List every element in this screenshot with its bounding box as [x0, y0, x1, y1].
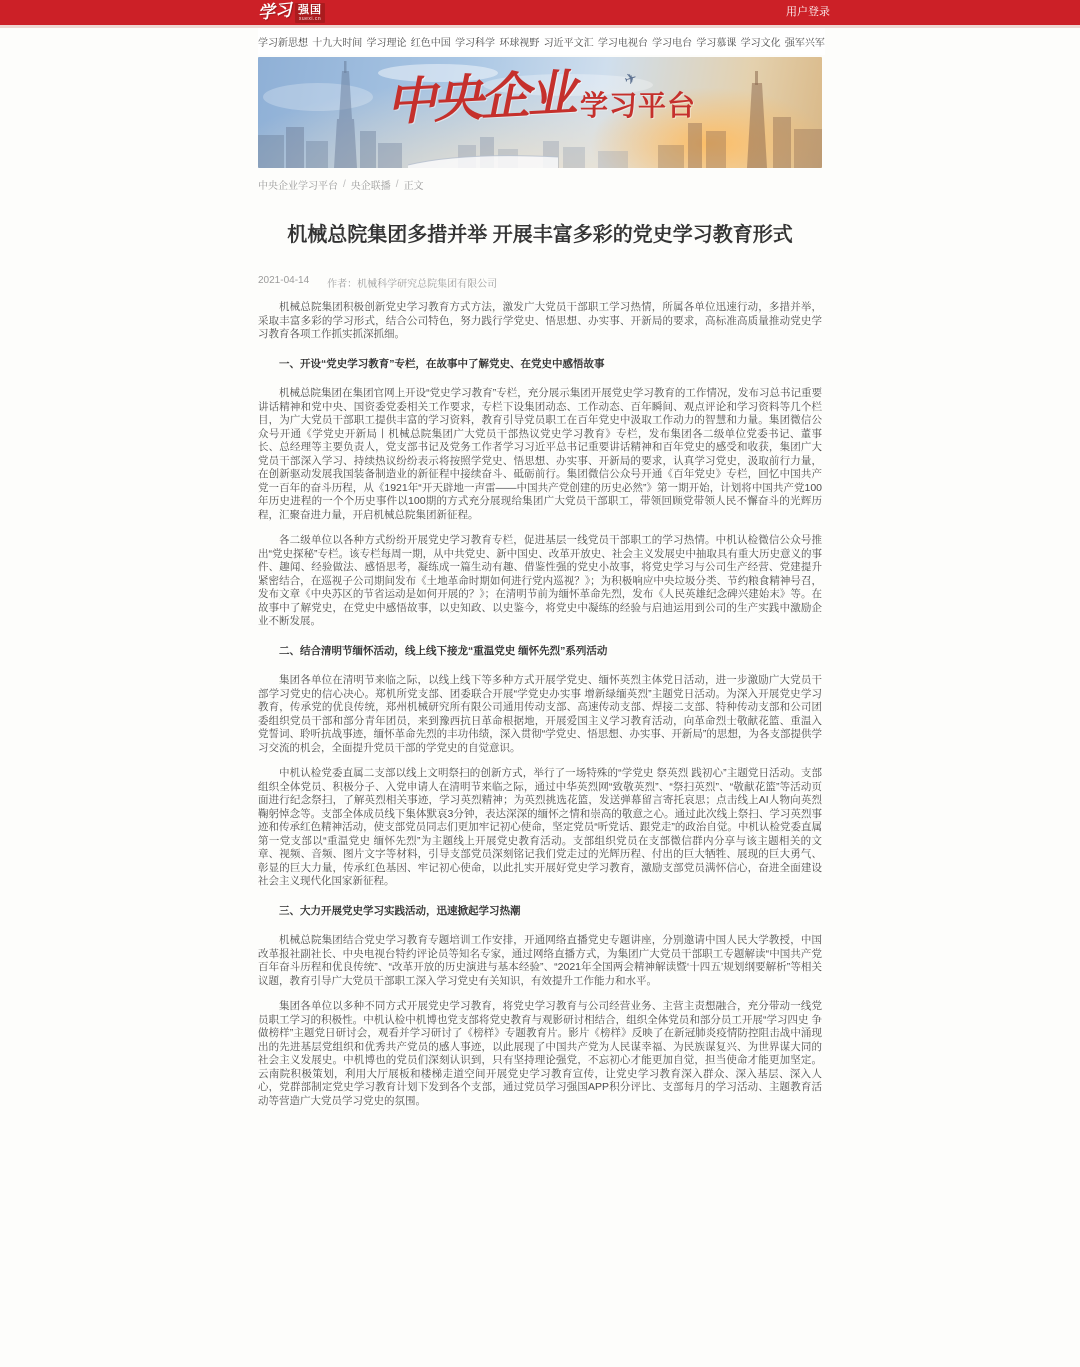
top-bar [0, 0, 1080, 28]
article-paragraph: 集团各单位以多种不同方式开展党史学习教育，将党史学习教育与公司经营业务、主营主责想融合，充分带动一线党员职工学习的积极性。中机认检中机博也党支部将党史教育与观影研讨相结合，组织全体党员和部分员工开展“学习四史 争做榜样”主题党日研讨会，观看并学习研讨了《榜样》专题教育片。影片《榜样》反映了在新冠肺炎疫情防控阻击战中涌现出的先进基层党组织和优秀共产党员的感人事迹，以此展现了中国共产党为人民谋幸福、为民族谋复兴、为世界谋大同的社会主义发展史。中机博也的党员们深刻认识到，只有坚持理论强党，不忘初心才能更加自觉，担当使命才能更加坚定。云南院积极策划，利用大厅展板和楼梯走道空间开展党史学习教育宣传，让党史学习教育深入群众、深入基层、深入人心，党群部制定党史学习教育计划下发到各个支部，通过党员学习强国APP积分评比、支部每月的学习活动、主题教育活动等营造广大党员学习党史的氛围。 [258, 1000, 822, 1107]
logo-box-text: 强国 [298, 3, 322, 16]
banner-suffix-text: 学习平台 [580, 90, 697, 121]
article-paragraph: 机械总院集团积极创新党史学习教育方式方法，激发广大党员干部职工学习热情，所属各单位迅速行动，多措并举，采取丰富多彩的学习形式，结合公司特色，努力践行学党史、悟思想、办实事、开新局的要求，高标准高质量推动党史学习教育各项工作抓实抓深抓细。 [258, 301, 822, 340]
svg-text:✈: ✈ [622, 69, 640, 90]
banner-calligraphy-text: 中央企业 [384, 63, 576, 132]
logo-script-text: 学习 [256, 0, 293, 24]
logo-domain-text: xuexi.cn [298, 15, 322, 22]
nav-item[interactable]: 学习理论 [366, 38, 407, 49]
nav-item[interactable]: 环球视野 [499, 38, 540, 49]
article-author: 作者：机械科学研究总院集团有限公司 [327, 279, 498, 290]
nav-item[interactable]: 学习电台 [652, 38, 693, 49]
central-enterprise-platform-banner[interactable] [258, 57, 822, 168]
nav-item[interactable]: 学习文化 [740, 38, 781, 49]
nav-item[interactable]: 学习新思想 [258, 38, 308, 49]
nav-item[interactable]: 红色中国 [410, 38, 451, 49]
article-section-heading: 三、大力开展党史学习实践活动，迅速掀起学习热潮 [279, 904, 521, 917]
article-paragraph: 集团各单位在清明节来临之际，以线上线下等多种方式开展学党史、缅怀英烈主体党日活动，进一步激励广大党员干部学习党史的信心决心。郑机所党支部、团委联合开展“学党史办实事 增新绿缅英烈”主题党日活动。为深入开展党史学习教育，传承党的优良传统，郑州机械研究所有限公司通用传动支部、高速传动支部、焊接二支部、特种传动支部和公司团委组织党员干部和部分青年团员，来到豫西抗日革命根据地，开展爱国主义学习教育活动，向革命烈士敬献花篮、重温入党誓词、聆听抗战事迹，缅怀革命先烈的丰功伟绩，深入贯彻“学党史、悟思想、办实事、开新局”的思想，为各支部提供学习交流的机会，全面提升党员干部的学党史的自觉意识。 [258, 674, 822, 754]
nav-item[interactable]: 强军兴军 [784, 38, 825, 49]
breadcrumb-separator: / [343, 179, 346, 190]
breadcrumb-current: 正文 [403, 181, 424, 192]
banner-title [384, 63, 697, 132]
article-title: 机械总院集团多措并举 开展丰富多彩的党史学习教育形式 [287, 224, 793, 246]
article [258, 222, 822, 1108]
article-body [258, 301, 822, 1108]
logo-box [295, 3, 325, 23]
article-section-heading: 二、结合清明节缅怀活动，线上线下接龙“重温党史 缅怀先烈”系列活动 [279, 644, 608, 657]
breadcrumb-link[interactable]: 中央企业学习平台 [258, 181, 338, 192]
article-meta [258, 275, 822, 290]
nav-item[interactable]: 习近平文汇 [543, 38, 594, 49]
breadcrumb-separator: / [395, 179, 399, 190]
nav-item[interactable]: 学习电视台 [597, 38, 648, 49]
main-nav [258, 28, 825, 55]
nav-item[interactable]: 十九大时间 [312, 38, 363, 49]
breadcrumb-link[interactable]: 央企联播 [350, 181, 391, 192]
top-bar-inner [258, 0, 830, 25]
article-date: 2021-04-14 [258, 275, 310, 286]
article-paragraph: 机械总院集团在集团官网上开设“党史学习教育”专栏，充分展示集团开展党史学习教育的工作情况，发布习总书记重要讲话精神和党中央、国资委党委相关工作要求，专栏下设集团动态、工作动态、百年瞬间、观点评论和学习资料等几个栏目，为广大党员干部职工提供丰富的学习资料，教育引导党员职工在百年党史中汲取工作动力的智慧和力量。集团微信公众号开通《学党史开新局丨机械总院集团广大党员干部热议党史学习教育》专栏，发布集团各二级单位党委书记、董事长、总经理等主要负责人，党支部书记及党务工作者学习习近平总书记重要讲话精神和百年党史的感受和收获，集团广大党员干部深入学习、持续热议纷纷表示将按照学党史、悟思想、办实事、开新局的要求，认真学习党史，汲取前行力量，在创新驱动发展我国装备制造业的新征程中接续奋斗、砥砺前行。集团微信公众号开通《百年党史》专栏，回忆中国共产党一百年的奋斗历程，从《1921年“开天辟地一声雷——中国共产党创建的历史必然”》第一期开始，计划将中国共产党100年历史进程的一个个历史事件以100期的方式充分展现给集团广大党员干部职工，带领回顾党带领人民不懈奋斗的光辉历程，汇聚奋进力量，开启机械总院集团新征程。 [258, 387, 822, 521]
user-login-button[interactable]: 用户登录 [786, 6, 830, 18]
xuexi-qiangguo-logo[interactable] [256, 0, 325, 24]
article-paragraph: 机械总院集团结合党史学习教育专题培训工作安排，开通网络直播党史专题讲座，分别邀请中国人民大学教授，中国改革报社副社长、中央电视台特约评论员等知名专家，通过网络直播方式，为集团广大党员干部职工专题解读“中国共产党百年奋斗历程和优良传统”、“改革开放的历史演进与基本经验”、“2021年全国两会精神解读暨‘十四五’规划纲要解析”等相关议题，教育引导广大党员干部职工深入学习党史有关知识，有效提升工作能力和水平。 [258, 934, 822, 987]
breadcrumb [258, 177, 822, 192]
article-paragraph: 各二级单位以各种方式纷纷开展党史学习教育专栏，促进基层一线党员干部职工的学习热情。中机认检微信公众号推出“党史探秘”专栏。该专栏每周一期，从中共党史、新中国史、改革开放史、社会主义发展史中抽取具有重大历史意义的事件、趣闻、经验做法、感悟思考，凝练成一篇生动有趣、借鉴性强的党史小故事，将党史学习与公司生产经营、党建提升紧密结合，在巡视子公司期间发布《土地革命时期如何进行党内巡视？》；为积极响应中央垃圾分类、节约粮食精神号召，发布文章《中央苏区的节省运动是如何开展的？》；在清明节前为缅怀革命先烈，发布《人民英雄纪念碑兴建始末》等。在故事中了解党史，在党史中感悟故事，以史知政、以史鉴今，将党史中凝练的经验与启迪运用到公司的生产实践中激励企业不断发展。 [258, 534, 822, 627]
article-section-heading: 一、开设“党史学习教育”专栏，在故事中了解党史、在党史中感悟故事 [279, 357, 605, 370]
nav-item[interactable]: 学习科学 [455, 38, 496, 49]
nav-item[interactable]: 学习慕课 [696, 38, 737, 49]
article-paragraph: 中机认检党委直属二支部以线上文明祭扫的创新方式，举行了一场特殊的“学党史 祭英烈 践初心”主题党日活动。支部组织全体党员、积极分子、入党申请人在清明节来临之际，通过中华英烈网“致敬英烈”、“祭扫英烈”、“敬献花篮”等活动页面进行纪念祭扫，了解英烈相关事迹，学习英烈精神；为英烈挑选花篮，发送弹幕留言寄托哀思；点击线上AI人物向英烈鞠躬悼念等。支部全体成员线下集体默哀3分钟，表达深深的缅怀之情和崇高的敬意之心。通过此次线上祭扫、学习英烈事迹和传承红色精神活动，使支部党员同志们更加牢记初心使命，坚定党员“听党话、跟党走”的政治自觉。中机认检党委直属第一党支部以“重温党史 缅怀先烈”为主题线上开展党史教育活动。支部组织党员在支部微信群内分享与该主题相关的文章、视频、音频、图片文字等材料，引导支部党员深刻铭记我们党走过的光辉历程、付出的巨大牺牲、展现的巨大勇气、彰显的巨大力量，传承红色基因、牢记初心使命，以此扎实开展好党史学习教育，激励支部党员满怀信心，奋进全面建设社会主义现代化国家新征程。 [258, 767, 822, 887]
